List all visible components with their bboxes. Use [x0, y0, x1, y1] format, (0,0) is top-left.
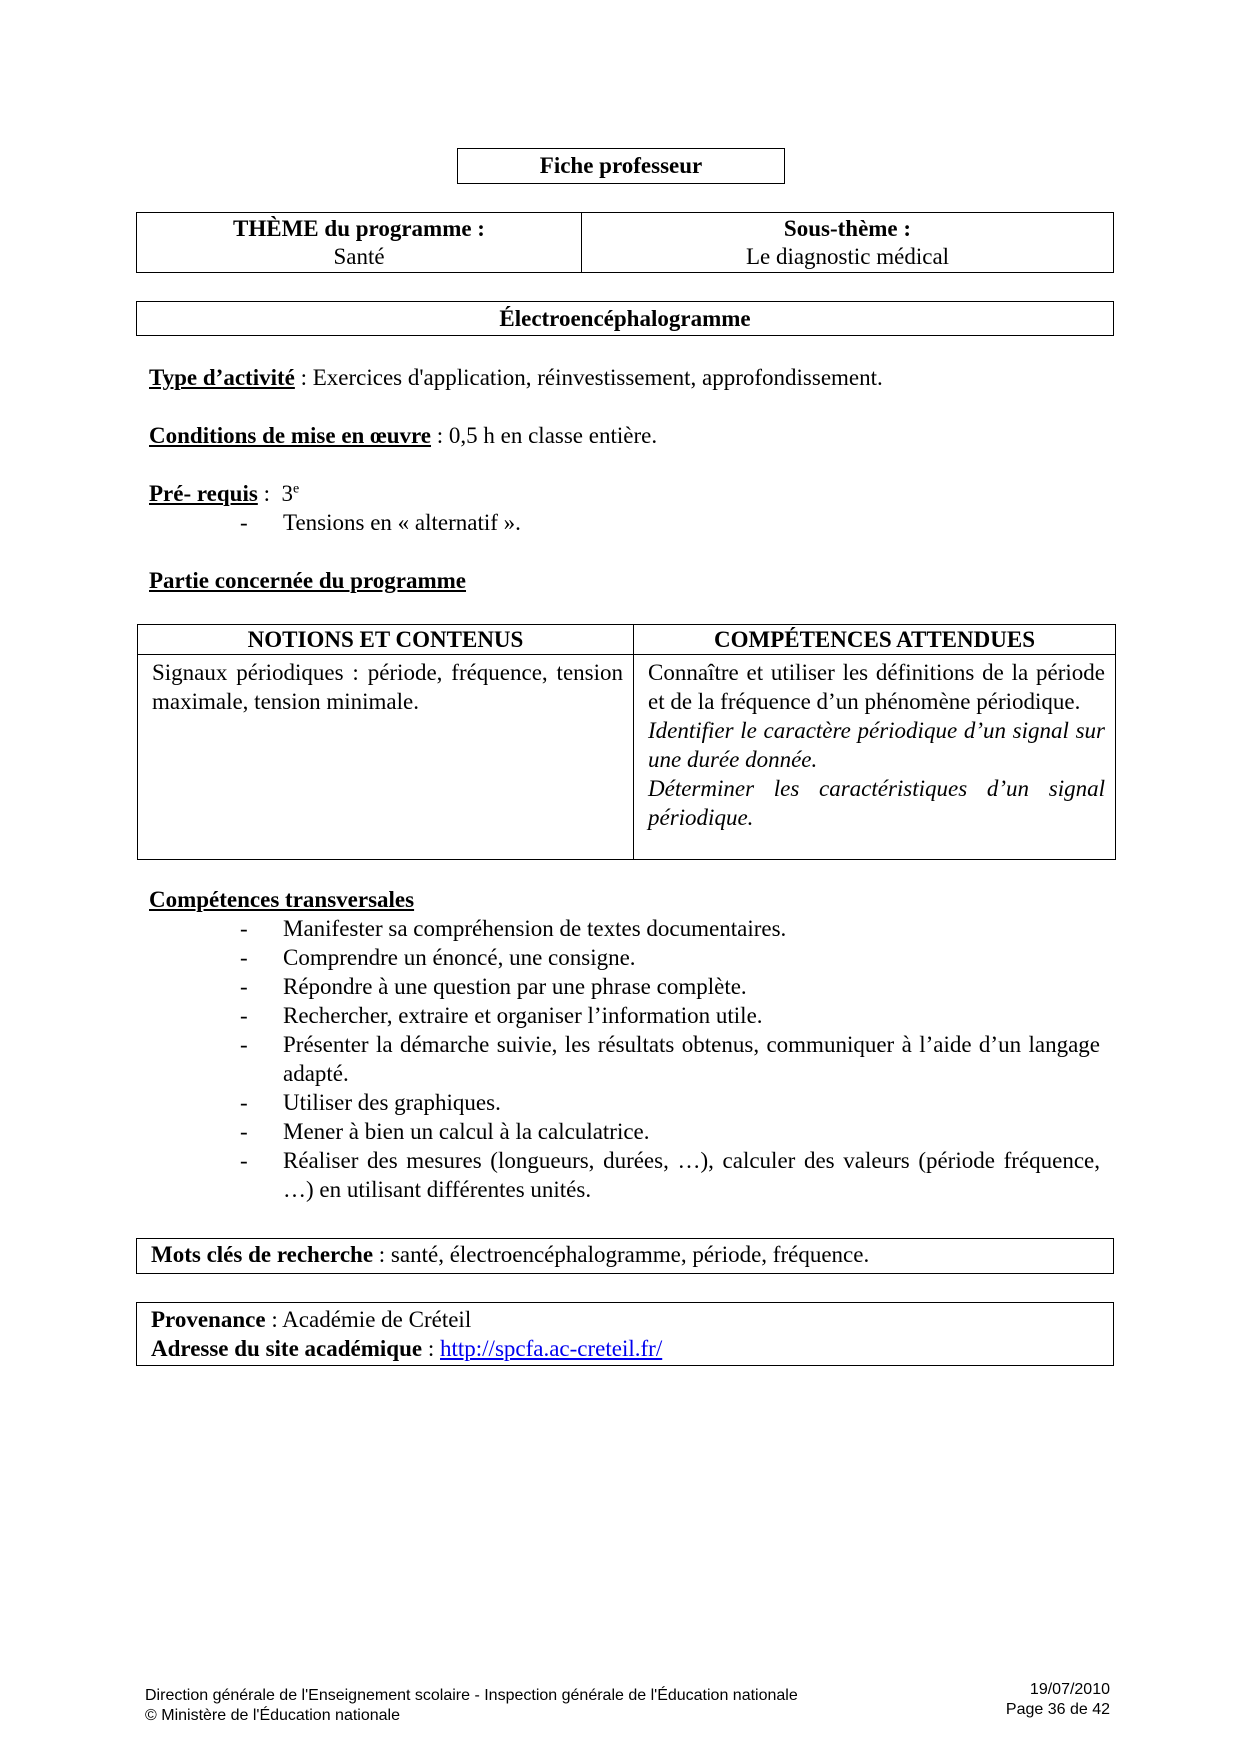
site-line	[151, 1334, 1113, 1363]
footer-left	[145, 1686, 798, 1726]
theme-cell	[137, 213, 582, 272]
footer-direction: Direction générale de l'Enseignement scolaire - Inspection générale de l'Éducation nationale	[145, 1687, 798, 1704]
dash-bullet: -	[240, 1119, 248, 1144]
notions-header: NOTIONS ET CONTENUS	[138, 625, 634, 654]
prerequis-level: 3	[281, 481, 293, 506]
competence-item: Connaître et utiliser les définitions de la période et de la fréquence d’un phénomène périodique.	[648, 660, 1105, 714]
dash-bullet: -	[240, 974, 248, 999]
transversale-text: Répondre à une question par une phrase complète.	[283, 974, 747, 999]
theme-label: THÈME du programme :	[233, 216, 485, 241]
notions-cell: Signaux périodiques : période, fréquence, tension maximale, tension minimale.	[138, 655, 634, 859]
transversale-text: Utiliser des graphiques.	[283, 1090, 501, 1115]
transversale-item	[240, 1030, 1100, 1088]
origin-box	[136, 1302, 1114, 1366]
transversale-item	[240, 1117, 1100, 1146]
theme-value: Santé	[333, 244, 385, 269]
subtheme-value: Le diagnostic médical	[745, 244, 950, 269]
transversales-title: Compétences transversales	[149, 887, 415, 912]
conditions-value: : 0,5 h en classe entière.	[431, 423, 658, 448]
prerequis	[149, 479, 299, 508]
footer-copyright: © Ministère de l'Éducation nationale	[145, 1707, 400, 1724]
prerequis-item-text: Tensions en « alternatif ».	[283, 510, 521, 535]
competences-header: COMPÉTENCES ATTENDUES	[713, 627, 1035, 652]
footer-right	[960, 1680, 1110, 1720]
dash-bullet: -	[240, 1032, 248, 1057]
academic-site-link[interactable]: http://spcfa.ac-creteil.fr/	[440, 1336, 663, 1361]
keywords-label: Mots clés de recherche	[151, 1242, 374, 1267]
fiche-title: Fiche professeur	[457, 148, 785, 184]
prerequis-level-sup: e	[292, 481, 300, 497]
keywords-value: : santé, électroencéphalogramme, période, fréquence.	[373, 1242, 870, 1267]
site-label: Adresse du site académique	[151, 1336, 423, 1361]
dash-bullet: -	[240, 1148, 248, 1173]
conditions-label: Conditions de mise en œuvre	[149, 423, 431, 448]
footer-page-number: Page 36 de 42	[1005, 1701, 1110, 1718]
dash-bullet: -	[240, 916, 248, 941]
dash-bullet: -	[240, 510, 248, 535]
competences-cell	[634, 655, 1115, 859]
transversale-text: Comprendre un énoncé, une consigne.	[283, 945, 636, 970]
type-activite	[149, 363, 883, 392]
prerequis-sep: :	[257, 481, 282, 506]
transversale-text: Rechercher, extraire et organiser l’information utile.	[283, 1003, 763, 1028]
type-activite-value: : Exercices d'application, réinvestissement, approfondissement.	[294, 365, 883, 390]
partie-title: Partie concernée du programme	[149, 568, 467, 593]
notions-table-body	[138, 655, 1115, 859]
transversale-item	[240, 1146, 1100, 1204]
origin-label: Provenance	[151, 1307, 266, 1332]
prerequis-label: Pré- requis	[149, 481, 258, 506]
notions-table-header	[138, 625, 1115, 655]
transversale-item	[240, 1088, 1100, 1117]
transversale-text: Manifester sa compréhension de textes documentaires.	[283, 916, 787, 941]
transversale-text: Réaliser des mesures (longueurs, durées, …), calculer des valeurs (période fréquence, …) en utilisant différentes unités.	[283, 1148, 1100, 1202]
origin-line	[151, 1305, 1113, 1334]
dash-bullet: -	[240, 1090, 248, 1115]
footer-date: 19/07/2010	[1029, 1681, 1110, 1698]
conditions	[149, 421, 657, 450]
transversale-item	[240, 943, 1100, 972]
transversale-text: Présenter la démarche suivie, les résultats obtenus, communiquer à l’aide d’un langage adapté.	[283, 1032, 1100, 1086]
origin-value: : Académie de Créteil	[265, 1307, 472, 1332]
keywords-box	[136, 1238, 1114, 1274]
type-activite-label: Type d’activité	[149, 365, 295, 390]
subtheme-label: Sous-thème :	[783, 216, 912, 241]
dash-bullet: -	[240, 1003, 248, 1028]
notions-table	[137, 624, 1116, 860]
site-sep: :	[422, 1336, 440, 1361]
theme-table	[136, 212, 1114, 273]
transversale-text: Mener à bien un calcul à la calculatrice.	[283, 1119, 650, 1144]
subtheme-cell	[582, 213, 1113, 272]
activity-title: Électroencéphalogramme	[136, 301, 1114, 336]
prerequis-item	[240, 508, 1100, 537]
competence-item: Identifier le caractère périodique d’un signal sur une durée donnée.	[648, 718, 1105, 772]
dash-bullet: -	[240, 945, 248, 970]
transversale-item	[240, 914, 1100, 943]
transversale-item	[240, 972, 1100, 1001]
transversale-item	[240, 1001, 1100, 1030]
competence-item: Déterminer les caractéristiques d’un signal périodique.	[648, 776, 1105, 830]
